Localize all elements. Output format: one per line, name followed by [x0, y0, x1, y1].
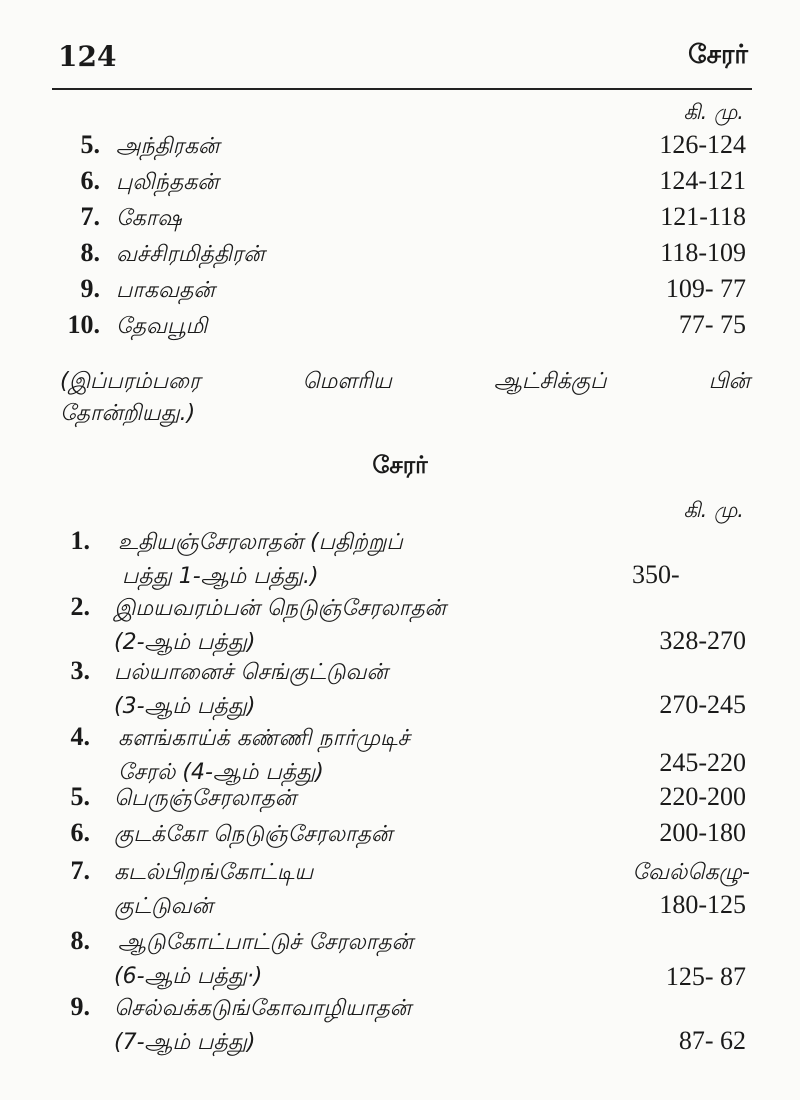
header-rule: [52, 88, 752, 90]
item-number: 7.: [70, 856, 90, 885]
item-years: 125- 87: [665, 962, 746, 991]
item-name: வச்சிரமித்திரன்: [116, 242, 265, 267]
item-years: 270-245: [659, 690, 746, 719]
item-number: 8.: [80, 238, 100, 267]
item-number: 5.: [70, 782, 90, 811]
item-name: தேவபூமி: [116, 314, 208, 339]
item-years: 126-124: [659, 130, 746, 159]
item-years: 77- 75: [678, 310, 746, 339]
era-label-section: கி. மு.: [683, 498, 744, 522]
item-number: 2.: [70, 592, 90, 621]
note-line-2: தோன்றியது.): [60, 401, 196, 426]
item-name-line-2: (6-ஆம் பத்து·): [114, 964, 263, 989]
item-name-line-1: பல்யானைச் செங்குட்டுவன்: [114, 660, 388, 685]
item-years: 200-180: [659, 818, 746, 847]
item-name-line-1: களங்காய்க் கண்ணி நார்முடிச்: [118, 726, 410, 751]
section-title: சேரர்: [372, 450, 428, 479]
item-name-line-2: (3-ஆம் பத்து): [114, 694, 256, 719]
item-number: 6.: [70, 818, 90, 847]
item-name-line-2: குட்டுவன்: [114, 894, 213, 919]
item-name-line-2: பத்து 1-ஆம் பத்து.): [122, 564, 319, 589]
item-number: 10.: [67, 310, 100, 339]
item-years: 180-125: [659, 890, 746, 919]
item-name-line-2: (7-ஆம் பத்து): [114, 1030, 256, 1055]
item-name-line-1: உதியஞ்சேரலாதன் (பதிற்றுப்: [118, 530, 403, 555]
era-label-top: கி. மு.: [683, 100, 744, 124]
running-title: சேரர்: [688, 40, 748, 70]
item-name-line-2: (2-ஆம் பத்து): [114, 630, 256, 655]
item-years: 121-118: [660, 202, 746, 231]
item-name-line-1: இமயவரம்பன் நெடுஞ்சேரலாதன்: [114, 596, 446, 621]
item-name: கோஷ: [116, 206, 182, 231]
item-name-line-1: கடல்பிறங்கோட்டிய வேல்கெழு-: [114, 860, 750, 885]
item-number: 8.: [70, 926, 90, 955]
item-name: அந்திரகன்: [116, 134, 220, 159]
item-number: 9.: [80, 274, 100, 303]
item-name-line-1: ஆடுகோட்பாட்டுச் சேரலாதன்: [118, 930, 413, 955]
item-number: 6.: [80, 166, 100, 195]
item-number: 7.: [80, 202, 100, 231]
item-name-line-1: செல்வக்கடுங்கோவாழியாதன்: [114, 996, 412, 1021]
item-name: புலிந்தகன்: [116, 170, 219, 195]
item-number: 9.: [70, 992, 90, 1021]
item-years: 109- 77: [665, 274, 746, 303]
item-years: 220-200: [659, 782, 746, 811]
item-name-line-2: சேரல் (4-ஆம் பத்து): [118, 760, 324, 785]
item-number: 3.: [70, 656, 90, 685]
running-head: [58, 40, 748, 80]
note-line-1: (இப்பரம்பரை மௌரிய ஆட்சிக்குப் பின்: [60, 369, 750, 394]
item-number: 4.: [70, 722, 90, 751]
item-years: 245-220: [659, 748, 746, 777]
item-years: 328-270: [659, 626, 746, 655]
item-years: 87- 62: [678, 1026, 746, 1055]
item-years: 118-109: [660, 238, 746, 267]
item-number: 1.: [70, 526, 90, 555]
lineage-note: [60, 366, 750, 430]
item-name-line-1: பெருஞ்சேரலாதன்: [114, 786, 297, 811]
item-years: 124-121: [659, 166, 746, 195]
item-years: 350-: [632, 560, 680, 589]
item-name-line-1: குடக்கோ நெடுஞ்சேரலாதன்: [114, 822, 393, 847]
item-number: 5.: [80, 130, 100, 159]
page-number: 124: [58, 40, 117, 73]
item-name: பாகவதன்: [116, 278, 215, 303]
